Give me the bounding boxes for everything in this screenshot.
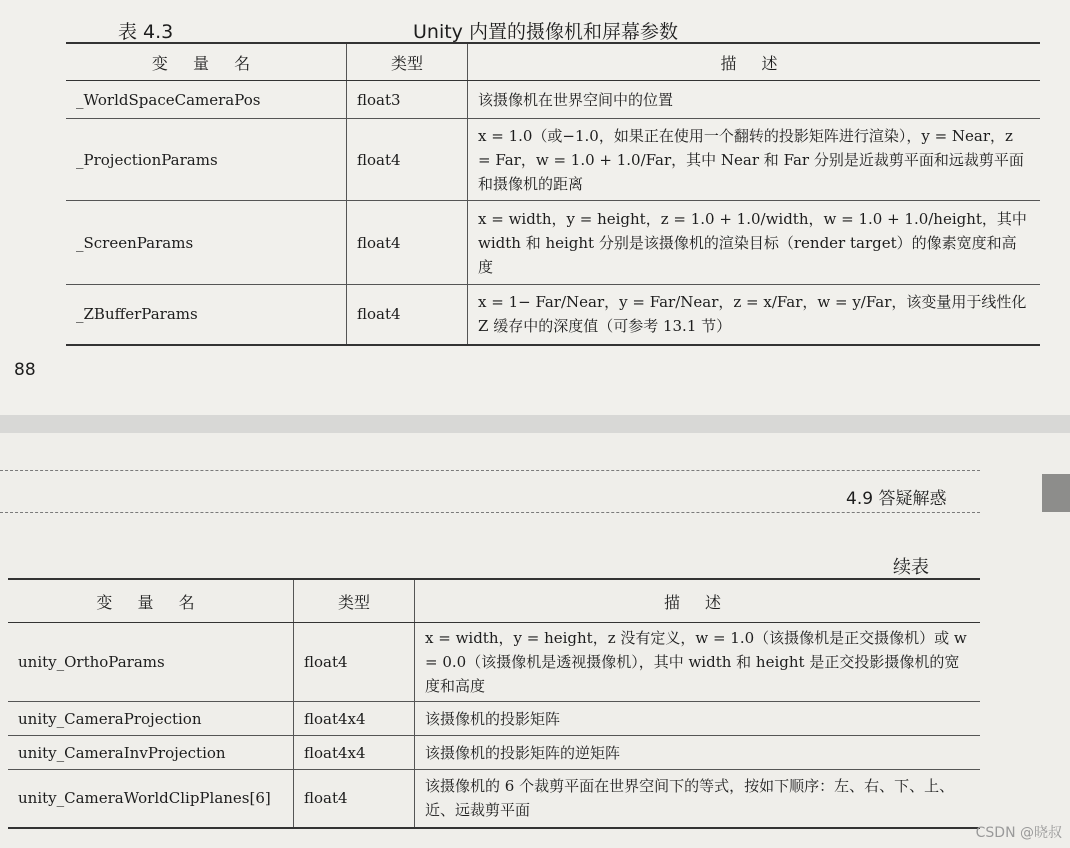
table-title: Unity 内置的摄像机和屏幕参数 [413, 21, 678, 43]
section-header: 4.9 答疑解惑 [846, 489, 947, 509]
table-row [66, 119, 1040, 201]
row-variable: unity_OrthoParams [8, 623, 294, 702]
row-variable: unity_CameraInvProjection [8, 736, 294, 770]
row-type: float4 [347, 285, 468, 345]
header-dashed-rule [0, 470, 980, 471]
row-description: 该摄像机的投影矩阵 [415, 702, 981, 736]
header-type: 类型 [294, 579, 415, 623]
table-row [8, 736, 980, 770]
table-row [66, 201, 1040, 285]
watermark: CSDN @晓叔 [975, 825, 1062, 841]
row-type: float4 [294, 623, 415, 702]
row-description: x = 1− Far/Near，y = Far/Near，z = x/Far，w = y/Far，该变量用于线性化 Z 缓存中的深度值（可参考 13.1 节） [468, 285, 1041, 345]
row-description: x = width，y = height，z 没有定义，w = 1.0（该摄像机是正交摄像机）或 w = 0.0（该摄像机是透视摄像机），其中 width 和 height 是正交投影摄像机的宽度和高度 [415, 623, 981, 702]
header-dashed-rule [0, 512, 980, 513]
page-number: 88 [14, 360, 36, 380]
page-separator [0, 415, 1070, 433]
row-type: float4 [294, 770, 415, 828]
table-row [8, 623, 980, 702]
table-row [66, 81, 1040, 119]
row-type: float3 [347, 81, 468, 119]
header-variable: 变 量 名 [66, 43, 347, 81]
header-description: 描 述 [468, 43, 1041, 81]
continued-label: 续表 [893, 557, 929, 578]
row-type: float4 [347, 119, 468, 201]
page-edge-tab [1042, 474, 1070, 512]
row-variable: unity_CameraProjection [8, 702, 294, 736]
table-row [8, 770, 980, 828]
row-variable: unity_CameraWorldClipPlanes[6] [8, 770, 294, 828]
row-description: 该摄像机在世界空间中的位置 [468, 81, 1041, 119]
row-description: x = width，y = height，z = 1.0 + 1.0/width，w = 1.0 + 1.0/height，其中 width 和 height 分别是该摄像机的渲染目标（render target）的像素宽度和高度 [468, 201, 1041, 285]
row-type: float4x4 [294, 736, 415, 770]
row-type: float4 [347, 201, 468, 285]
row-description: 该摄像机的 6 个裁剪平面在世界空间下的等式，按如下顺序：左、右、下、上、近、远裁剪平面 [415, 770, 981, 828]
table-header-row [66, 43, 1040, 81]
row-description: 该摄像机的投影矩阵的逆矩阵 [415, 736, 981, 770]
row-variable: _ScreenParams [66, 201, 347, 285]
row-variable: _ZBufferParams [66, 285, 347, 345]
header-variable: 变 量 名 [8, 579, 294, 623]
header-type: 类型 [347, 43, 468, 81]
camera-params-table-continued [8, 578, 980, 829]
table-header-row [8, 579, 980, 623]
row-variable: _WorldSpaceCameraPos [66, 81, 347, 119]
table-row [66, 285, 1040, 345]
row-type: float4x4 [294, 702, 415, 736]
row-description: x = 1.0（或−1.0，如果正在使用一个翻转的投影矩阵进行渲染），y = Near，z = Far，w = 1.0 + 1.0/Far，其中 Near 和 Far 分别是近裁剪平面和远裁剪平面和摄像机的距离 [468, 119, 1041, 201]
table-row [8, 702, 980, 736]
header-description: 描 述 [415, 579, 981, 623]
table-number: 表 4.3 [118, 21, 174, 43]
camera-params-table [66, 42, 1040, 346]
row-variable: _ProjectionParams [66, 119, 347, 201]
